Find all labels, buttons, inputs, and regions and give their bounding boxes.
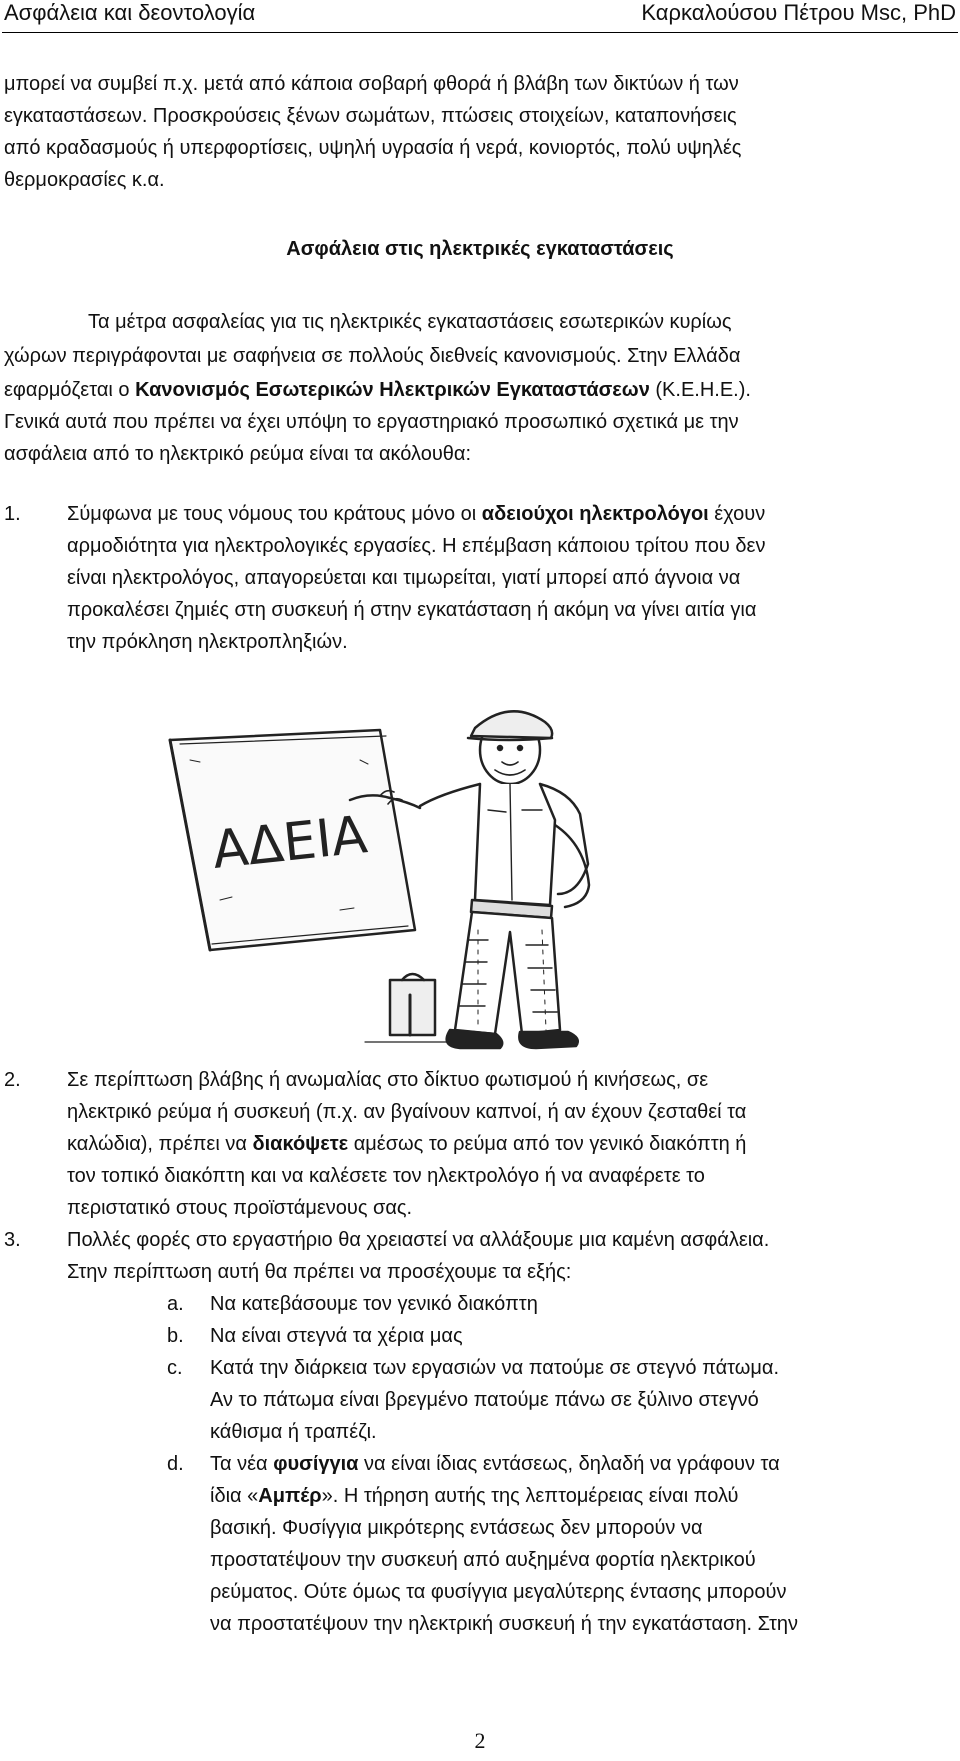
subitem-d-line-2-pre: ίδια « [210, 1485, 259, 1507]
subitem-d-line-5: ρεύματος. Ούτε όμως τα φυσίγγια μεγαλύτερης έντασης μπορούν [210, 1581, 787, 1603]
para1-line-2: χώρων περιγράφονται με σαφήνεια σε πολλούς διεθνείς κανονισμούς. Στην Ελλάδα [4, 345, 741, 367]
header-rule [2, 32, 958, 33]
page-header [0, 0, 960, 30]
intro-line-3: από κραδασμούς ή υπερφορτίσεις, υψηλή υγρασία ή νερά, κονιορτός, πολύ υψηλές [4, 137, 742, 159]
header-author: Καρκαλούσου Πέτρου Msc, PhD [641, 0, 956, 25]
subitem-d-line-2 [210, 1480, 954, 1512]
subitem-c-label: c. [167, 1357, 183, 1379]
item1-line-3: είναι ηλεκτρολόγος, απαγορεύεται και τιμωρείται, γιατί μπορεί από άγνοια να [67, 567, 741, 589]
intro-line-2: εγκαταστάσεων. Προσκρούσεις ξένων σωμάτων, πτώσεις στοιχείων, καταπονήσεις [4, 105, 737, 127]
regulation-name: Κανονισμός Εσωτερικών Ηλεκτρικών Εγκαταστάσεων [135, 379, 650, 401]
subitem-a-label: a. [167, 1293, 184, 1315]
subitem-d-line-6: να προστατέψουν την ηλεκτρική συσκευή ή την εγκατάσταση. Στην [210, 1613, 799, 1635]
item3-line-1: Πολλές φορές στο εργαστήριο θα χρειαστεί να αλλάξουμε μια καμένη ασφάλεια. [67, 1229, 770, 1251]
item2-line-1: Σε περίπτωση βλάβης ή ανωμαλίας στο δίκτυο φωτισμού ή κινήσεως, σε [67, 1069, 709, 1091]
subitem-c-line-1: Κατά την διάρκεια των εργασιών να πατούμε σε στεγνό πάτωμα. [210, 1357, 780, 1379]
item1-line-2: αρμοδιότητα για ηλεκτρολογικές εργασίες. Η επέμβαση κάποιου τρίτου που δεν [67, 535, 766, 557]
subitem-a-text: Να κατεβάσουμε τον γενικό διακόπτη [210, 1293, 538, 1315]
para1-line-5: ασφάλεια από το ηλεκτρικό ρεύμα είναι τα ακόλουθα: [4, 443, 472, 465]
item2-line-4: τον τοπικό διακόπτη και να καλέσετε τον ηλεκτρολόγο ή να αναφέρετε το [67, 1165, 705, 1187]
para1-line-3-pre: εφαρμόζεται ο [4, 379, 136, 401]
item1-line-4: προκαλέσει ζημιές στη συσκευή ή στην εγκατάσταση ή ακόμη να γίνει αιτία για [67, 599, 757, 621]
sign-text: ΑΔΕΙΑ [209, 805, 370, 881]
subitem-b-text: Να είναι στεγνά τα χέρια μας [210, 1325, 463, 1347]
subitem-d-line-1-post: να είναι ίδιας εντάσεως, δηλαδή να γράφουν τα [358, 1453, 780, 1475]
subitem-d-line-1 [210, 1448, 954, 1480]
item2-line-3 [67, 1128, 954, 1160]
ampere-bold: Αμπέρ [258, 1485, 322, 1507]
item2-bold: διακόψετε [252, 1133, 349, 1155]
para1-line-3-post: (Κ.Ε.Η.Ε.). [649, 379, 751, 401]
subitem-d-label: d. [167, 1453, 184, 1475]
item1-bold: αδειούχοι ηλεκτρολόγοι [481, 503, 709, 525]
item2-line-2: ηλεκτρικό ρεύμα ή συσκευή (π.χ. αν βγαίνουν καπνοί, ή αν έχουν ζεσταθεί τα [67, 1101, 747, 1123]
item1-line-1-pre: Σύμφωνα με τους νόμους του κράτους μόνο οι [67, 503, 482, 525]
subitem-d-line-3: βασική. Φυσίγγια μικρότερης εντάσεως δεν μπορούν να [210, 1517, 703, 1539]
subitem-d-line-2-post: ». Η τήρηση αυτής της λεπτομέρειας είναι πολύ [321, 1485, 739, 1507]
para1-line-1: Τα μέτρα ασφαλείας για τις ηλεκτρικές εγκαταστάσεις εσωτερικών κυρίως [88, 311, 732, 333]
item1-line-5: την πρόκληση ηλεκτροπληξιών. [67, 631, 348, 653]
subitem-d-line-4: προστατέψουν την συσκευή από αυξημένα φορτία ηλεκτρικού [210, 1549, 756, 1571]
page-number: 2 [474, 1728, 486, 1753]
subitem-c-line-2: Αν το πάτωμα είναι βρεγμένο πατούμε πάνω σε ξύλινο στεγνό [210, 1389, 759, 1411]
item2-line-5: περιστατικό στους προϊστάμενους σας. [67, 1197, 413, 1219]
item1-line-1-post: έχουν [708, 503, 766, 525]
item1-number: 1. [4, 503, 21, 525]
para1-line-4: Γενικά αυτά που πρέπει να έχει υπόψη το εργαστηριακό προσωπικό σχετικά με την [4, 411, 739, 433]
item2-line-3-pre: καλώδια), πρέπει να [67, 1133, 253, 1155]
electrician-drawing [150, 700, 670, 1052]
subitem-c-line-3: κάθισμα ή τραπέζι. [210, 1421, 377, 1443]
subitem-b-label: b. [167, 1325, 184, 1347]
item2-number: 2. [4, 1069, 21, 1091]
license-illustration [150, 700, 670, 1052]
intro-line-1: μπορεί να συμβεί π.χ. μετά από κάποια σοβαρή φθορά ή βλάβη των δικτύων ή των [4, 73, 739, 95]
item3-number: 3. [4, 1229, 21, 1251]
section-heading: Ασφάλεια στις ηλεκτρικές εγκαταστάσεις [286, 238, 674, 260]
para1-line-3 [4, 374, 751, 406]
fuses-bold: φυσίγγια [273, 1453, 359, 1475]
header-title: Ασφάλεια και δεοντολογία [4, 0, 256, 25]
item1-line-1 [67, 498, 954, 530]
item2-line-3-post: αμέσως το ρεύμα από τον γενικό διακόπτη ή [348, 1133, 747, 1155]
item3-line-2: Στην περίπτωση αυτή θα πρέπει να προσέχουμε τα εξής: [67, 1261, 572, 1283]
subitem-d-line-1-pre: Τα νέα [210, 1453, 274, 1475]
intro-line-4: θερμοκρασίες κ.α. [4, 169, 165, 191]
